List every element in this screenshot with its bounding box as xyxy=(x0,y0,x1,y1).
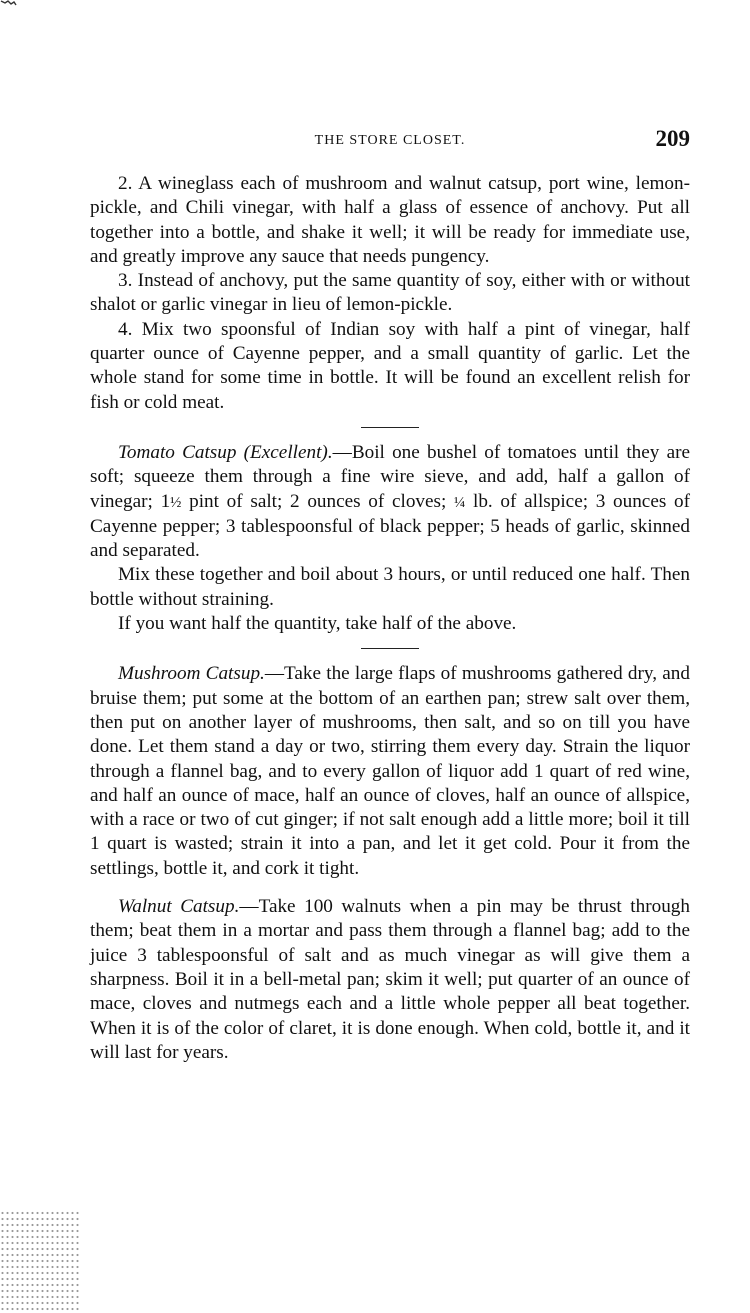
walnut-catsup-recipe xyxy=(90,895,690,1065)
mushroom-catsup-recipe xyxy=(90,662,690,881)
tomato-catsup-recipe xyxy=(90,441,690,563)
tomato-catsup-method: Mix these together and boil about 3 hours, or until reduced one half. Then bottle without straining. xyxy=(90,564,690,610)
recipe-title: Tomato Catsup (Excellent). xyxy=(118,441,333,463)
ink-blot xyxy=(0,1210,80,1313)
recipe-title: Mushroom Catsup. xyxy=(118,663,265,685)
sauce-recipe-4: 4. Mix two spoonsful of Indian soy with half a pint of vinegar, half quarter ounce of Cayenne pepper, and a small quantity of garlic. Let the whole stand for some time in bottle. It will be found an excellent relish for fish or cold meat. xyxy=(90,318,690,413)
section-divider xyxy=(361,648,419,649)
recipe-text: pint of salt; 2 ounces of cloves; xyxy=(181,490,455,512)
sauce-recipe-3: 3. Instead of anchovy, put the same quantity of soy, either with or without shalot or garlic vinegar in lieu of lemon-pickle. xyxy=(90,270,690,316)
recipe-text: lb. of allspice; 3 ounces of Cayenne pepper; 3 tablespoonsful of black pepper; 5 heads of garlic, skinned and separated. xyxy=(90,490,690,562)
section-divider xyxy=(361,427,419,428)
ink-speck xyxy=(0,0,18,8)
page-body xyxy=(90,172,690,1065)
sauce-recipe-2: 2. A wineglass each of mushroom and walnut catsup, port wine, lemon-pickle, and Chili vinegar, with half a glass of essence of anchovy. Put all together into a bottle, and shake it well; it will be ready for immediate use, and greatly improve any sauce that needs pungency. xyxy=(90,173,690,267)
fraction: ¼ xyxy=(454,494,466,511)
recipe-title: Walnut Catsup. xyxy=(118,896,240,918)
page-number: 209 xyxy=(655,126,690,151)
recipe-text: —Take the large flaps of mushrooms gathered dry, and bruise them; put some at the bottom of an earthen pan; strew salt over them, then put on another layer of mushrooms, then salt, and so on till you have done. Let them stand a day or two, stirring them every day. Strain the liquor through a flannel bag, and to every gallon of liquor add 1 quart of red wine, and half an ounce of mace, half an ounce of cloves, half an ounce of allspice, with a race or two of cut ginger; if not salt enough add a little more; boil it till 1 quart is wasted; strain it into a pan, and let it get cold. Pour it from the settlings, bottle it, and cork it tight. xyxy=(90,663,690,879)
tomato-catsup-note: If you want half the quantity, take half of the above. xyxy=(118,613,517,635)
fraction: ½ xyxy=(170,494,182,511)
running-head: THE STORE CLOSET. xyxy=(314,133,466,148)
recipe-text: —Boil one bushel of tomatoes until they are soft; squeeze them through a fine wire sieve, and add, half a gallon of vinegar; 1 xyxy=(90,441,691,512)
page-header xyxy=(90,128,690,158)
recipe-text: —Take 100 walnuts when a pin may be thrust through them; beat them in a mortar and pass them through a flannel bag; add to the juice 3 tablespoonsful of salt and as much vinegar as will give them a sharpness. Boil it in a bell-metal pan; skim it well; put quarter of an ounce of mace, cloves and nutmegs each and a little whole pepper all beat together. When it is of the color of claret, it is done enough. When cold, bottle it, and it will last for years. xyxy=(90,896,690,1063)
